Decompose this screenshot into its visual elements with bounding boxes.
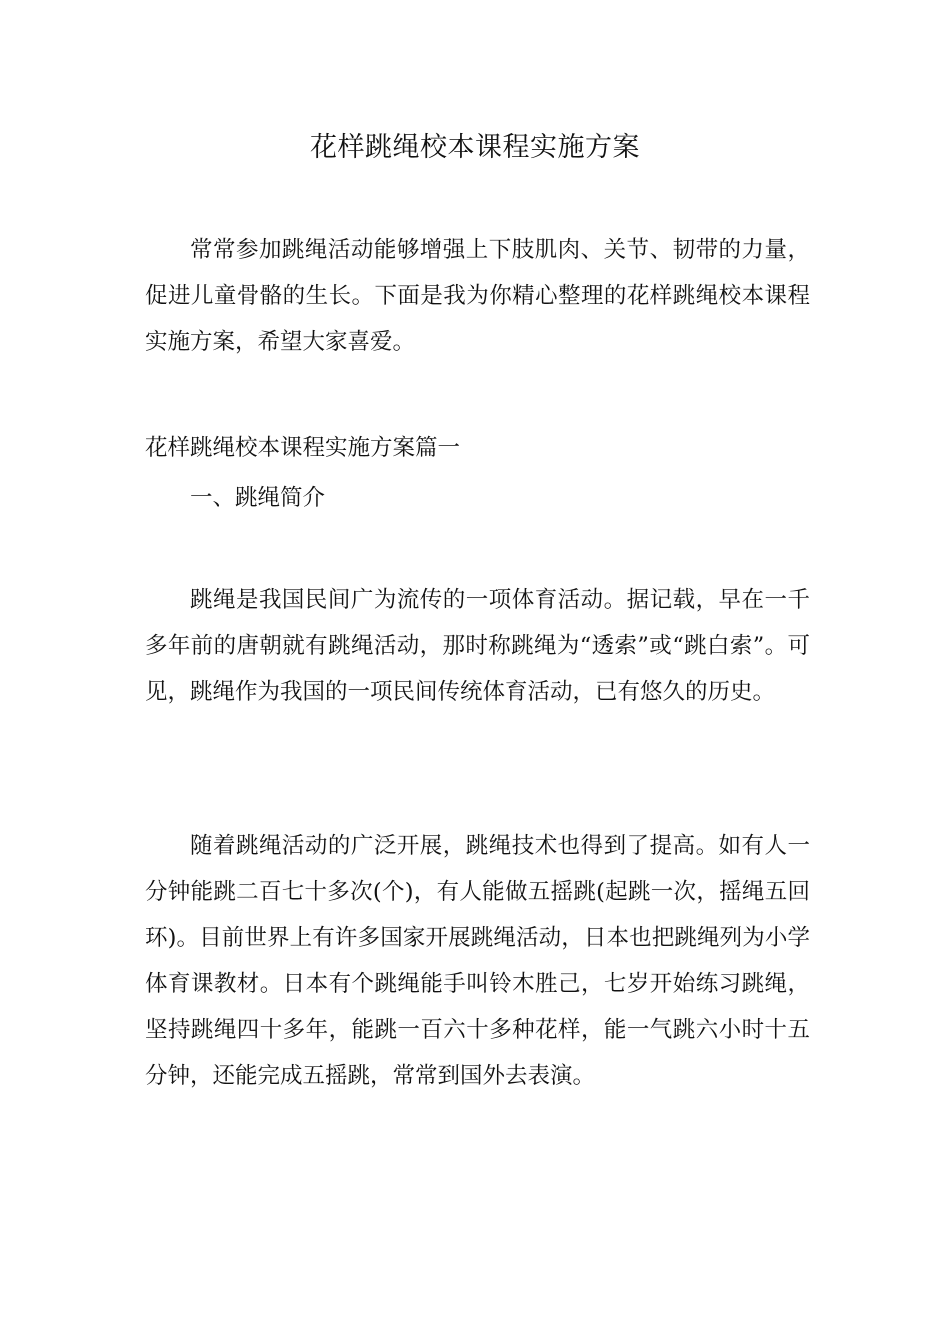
document-title: 花样跳绳校本课程实施方案 — [310, 132, 640, 163]
body-paragraph: 跳绳是我国民间广为流传的一项体育活动。据记载，早在一千多年前的唐朝就有跳绳活动，那时称跳绳为“透索”或“跳白索”。可见，跳绳作为我国的一项民间传统体育活动，已有悠久的历史。 — [145, 587, 810, 705]
intro-paragraph: 常常参加跳绳活动能够增强上下肢肌肉、关节、韧带的力量，促进儿童骨骼的生长。下面是我为你精心整理的花样跳绳校本课程实施方案，希望大家喜爱。 — [145, 237, 810, 355]
section-title: 花样跳绳校本课程实施方案篇一 — [145, 435, 461, 461]
body-paragraph: 随着跳绳活动的广泛开展，跳绳技术也得到了提高。如有人一分钟能跳二百七十多次(个)，有人能做五摇跳(起跳一次，摇绳五回环)。目前世界上有许多国家开展跳绳活动，日本也把跳绳列为小学体育课教材。日本有个跳绳能手叫铃木胜己，七岁开始练习跳绳，坚持跳绳四十多年，能跳一百六十多种花样，能一气跳六小时十五分钟，还能完成五摇跳，常常到国外去表演。 — [145, 833, 810, 1089]
subheading: 一、跳绳简介 — [190, 485, 326, 511]
